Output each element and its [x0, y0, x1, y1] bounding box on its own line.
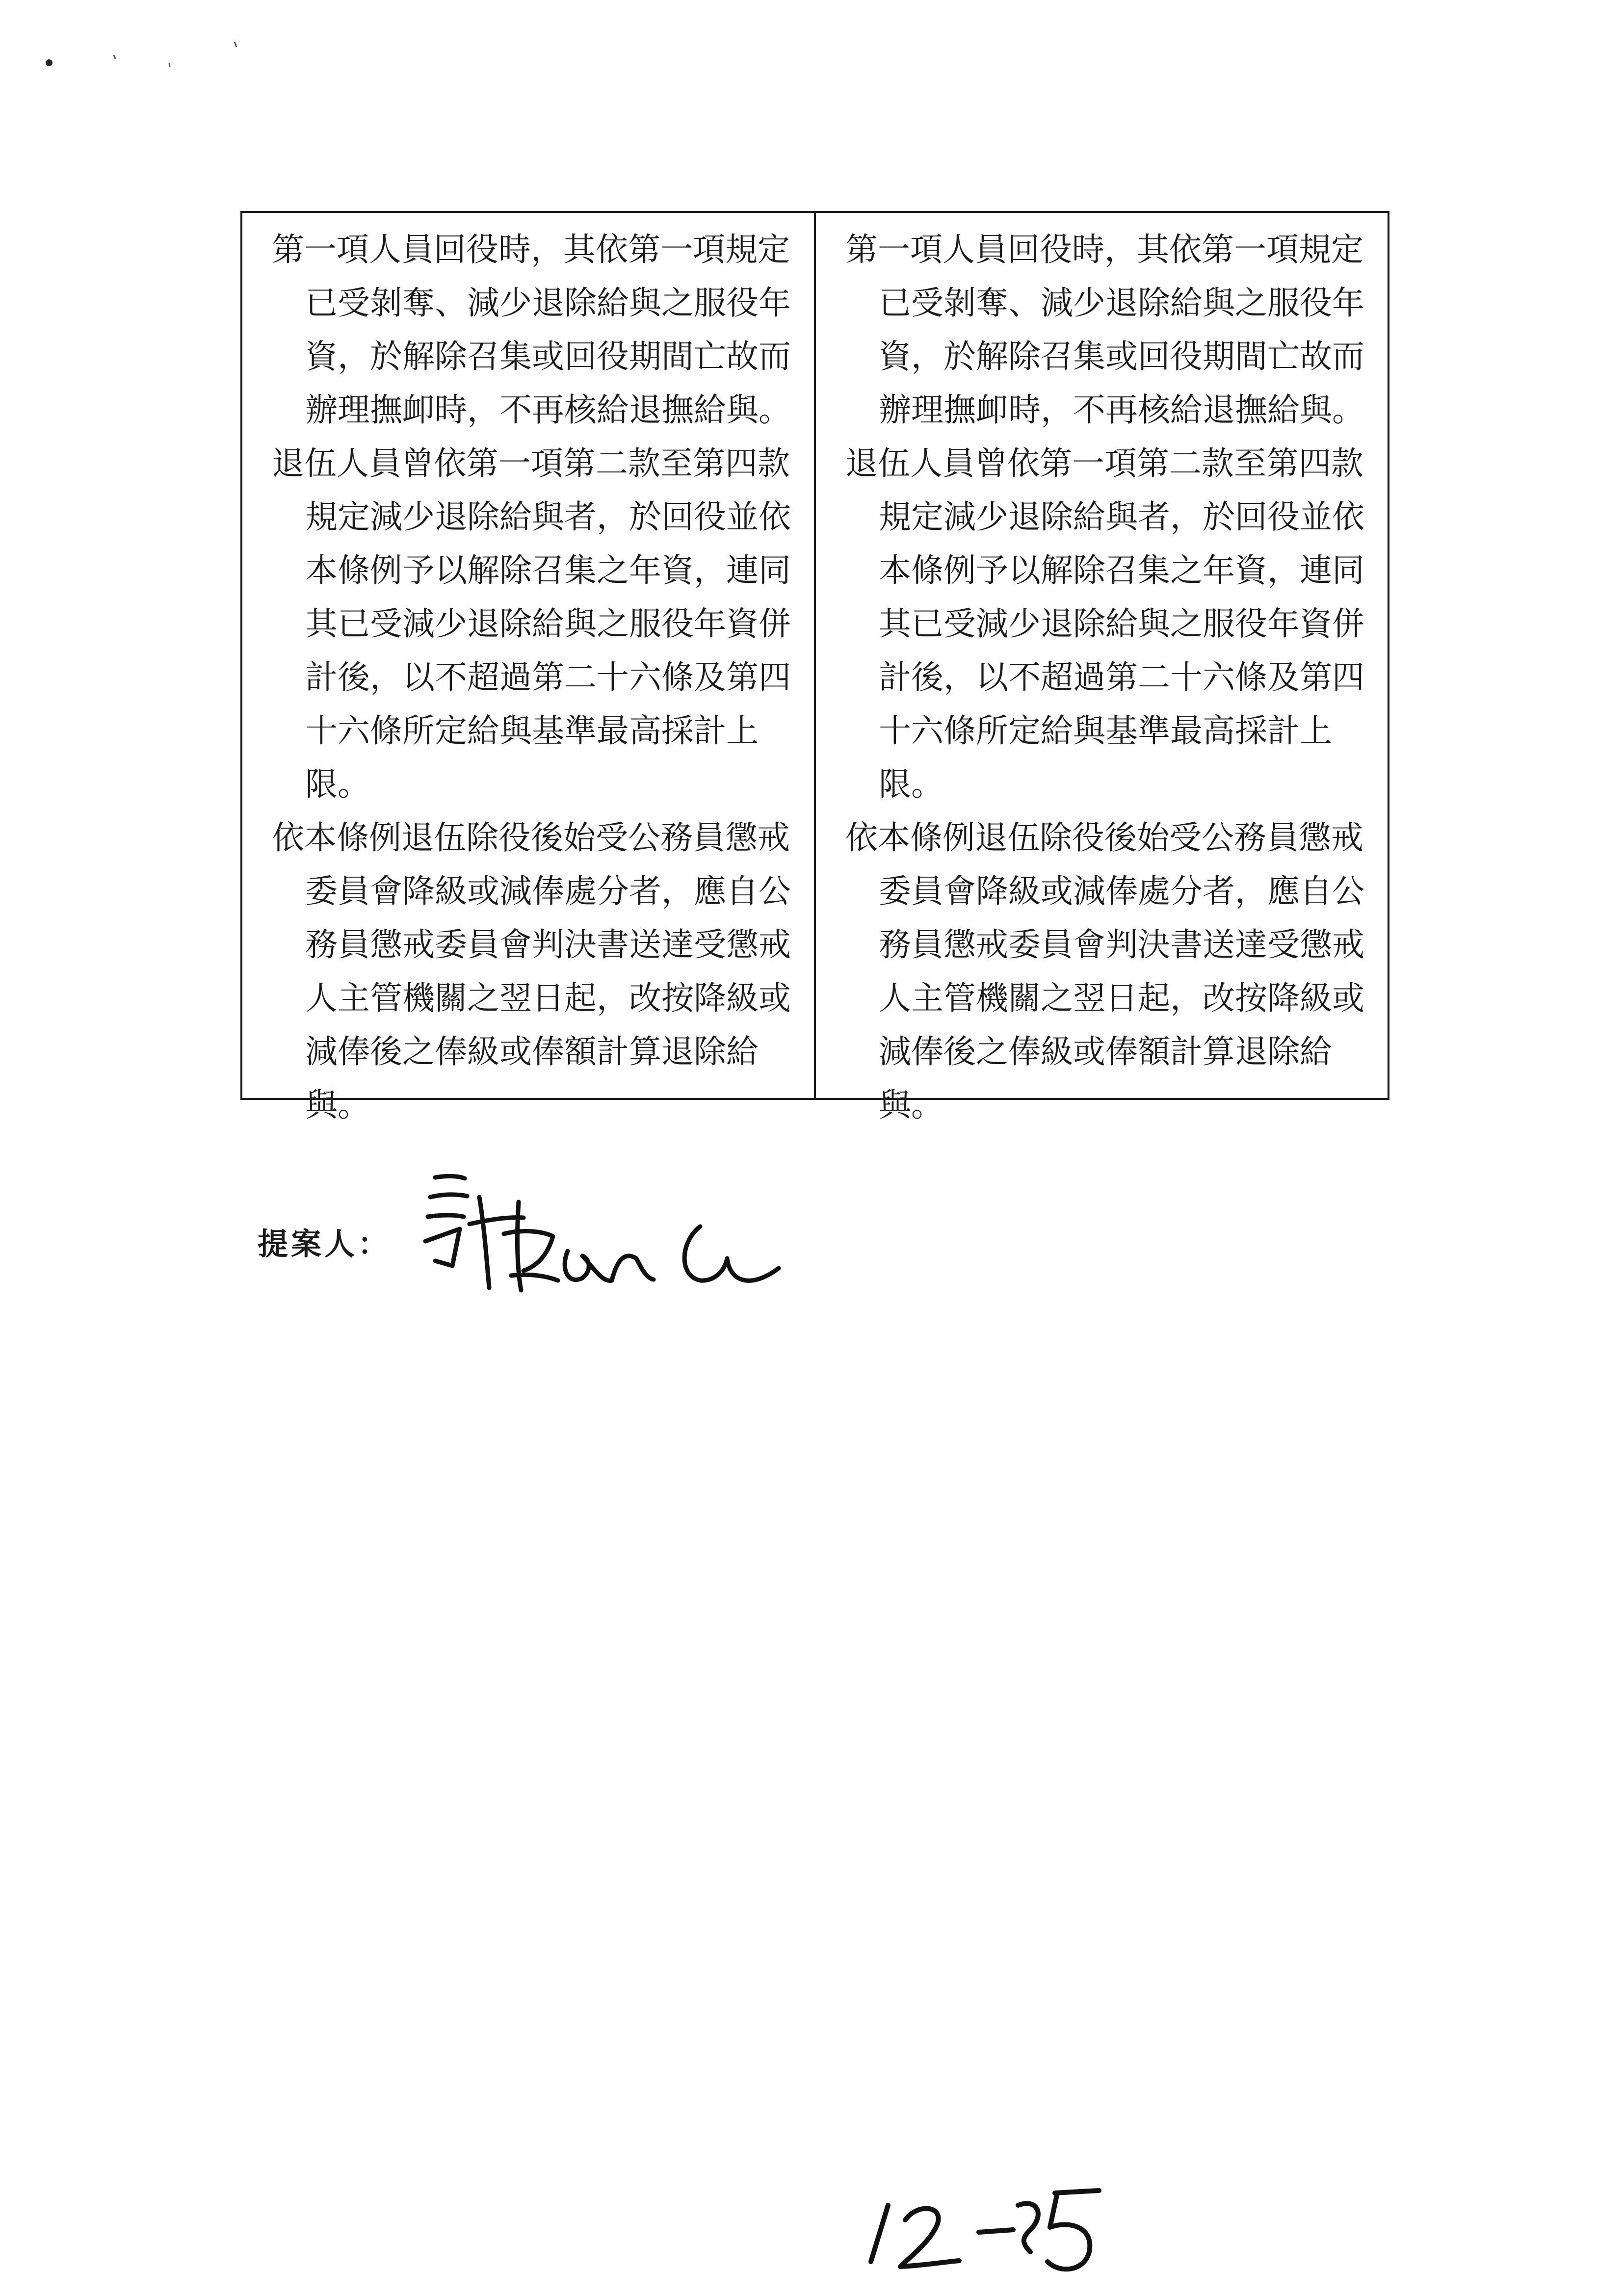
handwritten-page-number	[854, 2178, 1109, 2276]
clause-paragraph: 退伍人員曾依第一項第二款至第四款規定減少退除給與者，於回役並依本條例予以解除召集之年資，連同其已受減少退除給與之服役年資併計後，以不超過第二十六條及第四十六條所定給與基準最高採計上限。	[845, 444, 1364, 803]
proposer-line	[258, 1168, 808, 1315]
comparison-table	[240, 211, 1389, 1124]
clause-paragraph: 第一項人員回役時，其依第一項規定已受剝奪、減少退除給與之服役年資，於解除召集或回役期間亡故而辦理撫卹時，不再核給退撫給與。	[272, 231, 791, 429]
handwritten-signature	[406, 1168, 808, 1315]
clause-paragraph: 退伍人員曾依第一項第二款至第四款規定減少退除給與者，於回役並依本條例予以解除召集之年資，連同其已受減少退除給與之服役年資併計後，以不超過第二十六條及第四十六條所定給與基準最高採計上限。	[272, 444, 791, 803]
clause-paragraph: 依本條例退伍除役後始受公務員懲戒委員會降級或減俸處分者，應自公務員懲戒委員會判決書送達受懲戒人主管機關之翌日起，改按降級或減俸後之俸級或俸額計算退除給與。	[272, 819, 791, 1124]
table-column-right	[814, 213, 1388, 1124]
proposer-label: 提案人：	[258, 1226, 392, 1262]
clause-paragraph: 依本條例退伍除役後始受公務員懲戒委員會降級或減俸處分者，應自公務員懲戒委員會判決書送達受懲戒人主管機關之翌日起，改按降級或減俸後之俸級或俸額計算退除給與。	[845, 819, 1364, 1124]
scan-specks	[0, 0, 294, 98]
clause-paragraph: 第一項人員回役時，其依第一項規定已受剝奪、減少退除給與之服役年資，於解除召集或回役期間亡故而辦理撫卹時，不再核給退撫給與。	[845, 231, 1364, 429]
table-column-left	[242, 213, 814, 1124]
